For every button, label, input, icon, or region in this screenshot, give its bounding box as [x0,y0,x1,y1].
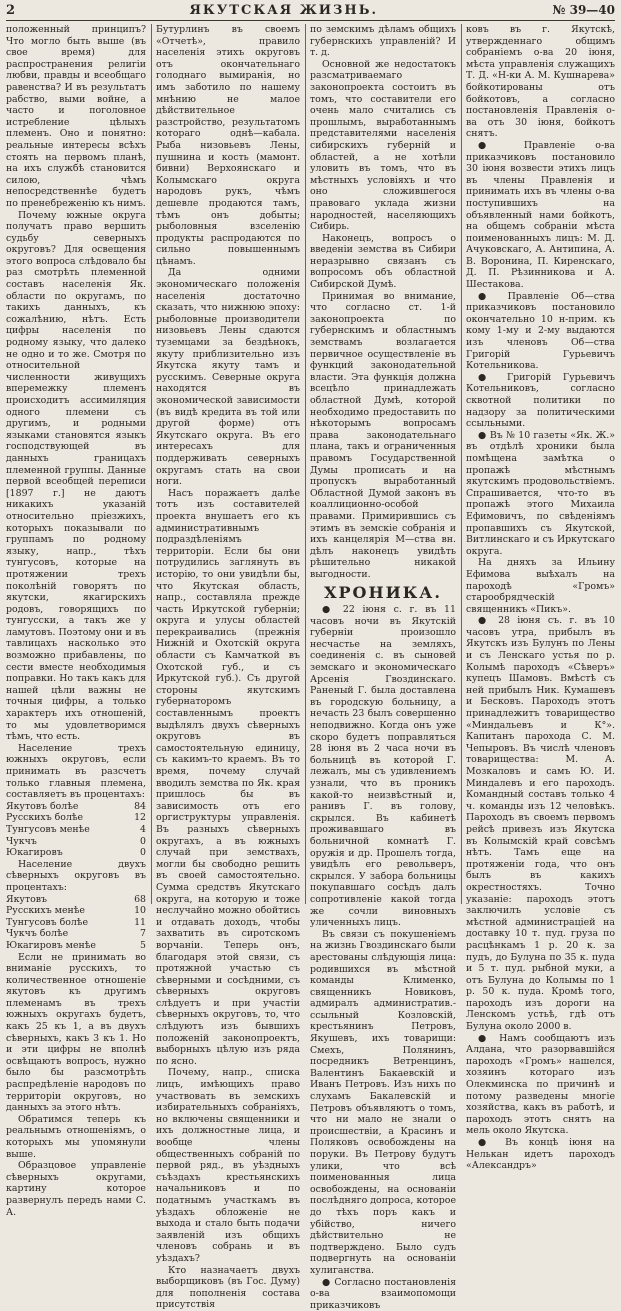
paragraph: Да одними экономическаго положенiя населенiя достаточно сказать, что нижнюю эпоху: рыболовные производители низовьевъ Лены сдаются туземцами за бездѣнокъ, якуту приблизительно изъ Якутска якуту тамъ и русскимъ. Северные округа находятся въ экономической зависимости (въ видѣ кредита въ той или другой форме) отъ Якутскаго округа. Въ его интересахъ для поддерживать северныхъ округамъ стать на свои ноги. [156,267,300,488]
paragraph: по земскимъ дѣламъ общихъ губернскихъ управленiй? И т. д. [310,24,456,59]
column-1 [6,24,146,1218]
table-row: Якутовъ 68 [6,893,146,905]
news-item: ● Въ концѣ iюня на Нелькан идетъ пароходъ «Александръ» [466,1137,615,1172]
news-item: ● Намъ сообщаютъ изъ Алдана, что разорвавшiйся пароходъ «Громъ» нашелся, хозяинъ котораго изъ Олекминска по причинѣ и потому разведены многiе хозяйства, какъ въ работѣ, и пароходъ этотъ снятъ на мель около Якутска. [466,1032,615,1137]
column-4 [466,24,615,1172]
bullet-icon: ● [322,604,343,616]
column-divider [151,24,152,904]
table-row: Якутовъ болѣе 84 [6,800,146,812]
table-row: Тунгусовъ менѣе 4 [6,823,146,835]
news-item: ● 22 iюня с. г. въ 11 часовъ ночи въ Якутскiй губернiи произошло несчастье на земляхъ, соединенiя с. въ сыновей земскаго и экономическаго Арсенiя Гвоздинскаго. Раненый Г. была доставлена въ городскую больницу, а нечасть 23 былъ совершенно неподвижно. Когда онъ уже скоро будетъ поправляться 28 iюня въ 2 часа ночи въ больницѣ въ которой Г. лежалъ, мы съ удивлениемъ узнали, что въ проникъ какой-то неизвѣстный и, ранивъ Г. въ голову, скрылся. Въ кабинетѣ проживавшаго въ больничной комнатѣ Г. оружiя и др. Прошелъ тогда, увидѣлъ его револьверъ, скрылся. У забора больницы покупавшаго сосѣдъ далъ сопротивленiе какой тогда же сочли виновныхъ уличенныхъ лицъ. [310,604,456,929]
population-table-south [6,801,146,859]
news-item: ● Григорiй Гурьевичъ Котельниковъ, согласно сквотной политики по надзору за политическими ссыльными. [466,371,615,430]
population-table-north [6,894,146,952]
table-row: Русскихъ менѣе 10 [6,905,146,917]
paragraph: Население двухъ сѣверныхъ округовъ въ процентахъ: [6,858,146,893]
paragraph: Бутурлинъ въ своемъ «Отчетѣ», правило населенiя этихъ округовъ отъ окончательнаго голоднаго вымиранiя, но имъ заботило по нашему мнѣнию не малое дѣйствительное разстройство, результатомъ котораго однѣ—кабала. Рыба низовьевъ Лены, пушнина и кость (мамонт. бивни) Верхоянскаго и Колымскаго округа народовъ рукъ, чѣмъ дешевле продаются тамъ, тѣмъ онъ добыты; рыболовныя взселенiю продукты распродаются по сильно повышеннымъ цѣнамъ. [156,24,300,267]
header-rule [6,20,615,21]
newspaper-title: ЯКУТСКАЯ ЖИЗНЬ. [189,2,378,18]
bullet-icon: ● [478,290,508,302]
bullet-icon: ● [478,1137,506,1148]
bullet-icon: ● [478,139,524,151]
bullet-icon: ● [478,615,499,627]
page-header [6,0,615,20]
table-row: Юкагировъ менѣе 5 [6,939,146,951]
column-2 [156,24,300,1311]
column-divider [461,24,462,904]
paragraph: Почему южные округа получатъ право вершить судьбу северныхъ округовъ? Для освещения этого вопроса слѣдовало бы раз смотрѣть племенной составъ населенiя Як. области по округамъ, по такихъ данныхъ, къ сожалѣнию, нѣтъ. Есть цифры населенiя по родному языку, что далеко не одно и то же. Смотря по относительной численности живущихъ вперемежку племенъ происходитъ ассимиляция одного племени съ другимъ, и родными языками становятся языкъ господствующей въ данныхъ границахъ племенной группы. Данные первой всеобщей переписи [1897 г.] не даютъ никакихъ указанiй относительно прiезжихъ, которыхъ показывали по группамъ по родному языку, напр., тѣхъ тунгусовъ, которые на протяжении трехъ поколѣнiй говорятъ по якутски, якагирскихъ родовъ, говорящихъ по тунгусски, а такъ же у ламутовъ. Поэтому они и въ тавлицахъ насколько это возможно прибавлены, по сести вместе необходимыя поправки. Но такъ какъ для нашей цѣли важны не точныя цифры, а только характеръ ихъ отношенiй, то мы удовлетворимся тѣмъ, что есть. [6,209,146,743]
news-item: ● Согласно постановленiя о-ва взаимопомощи приказчиковъ [310,1276,456,1311]
bullet-icon: ● [478,429,490,441]
news-item: ● 28 iюня съ. г. въ 10 часовъ утра, прибылъ въ Якутскъ изъ Булунъ по Лены и съ Ленскаго устья по р. Колымѣ пароходъ «Сѣверъ» купецъ Шамовъ. Вмѣстѣ съ ней прибылъ Ник. Кумашевъ и Бесковъ. Пароходъ этотъ принадлежитъ товарищество «Миндальевъ и К°». Капитанъ парохода С. М. Чепыровъ. Въ числѣ членовъ товарищества: М. А. Мозкаловъ и самъ Ю. И. Миндалевъ и его пароходъ. Командный составъ только 4 ч. команды изъ 12 человѣкъ. Пароходъ въ своемъ первомъ рейсѣ привезъ изъ Якутска въ Колымскiй край совсѣмъ нѣтъ. Тамъ еще на протяженiи года, что онъ былъ въ какихъ окрестностяхъ. Точно указанiе: пароходъ этотъ заключилъ условiе съ мѣстной администрацiей на доставку 10 т. пуд. груза по расцѣнкамъ 1 р. 20 к. за пудъ, до Булуна по 35 к. пуда и 5 т. пуд. рыбной муки, а отъ Булуна до Колымы по 1 р. 50 к. пуда. Кромѣ того, пароходъ изъ дороги на Ленскомъ устьѣ, гдѣ отъ Булуна около 2000 в. [466,615,615,1033]
news-item: ● Правленiе о-ва приказчиковъ постановило 30 iюня возвести этихъ лицъ въ члены Правленiя и принимать ихъ въ члены о-ва поступившихъ на объявленный нами бойкотъ, на общемъ собранiи мѣста поименованныхъ лицъ: М. Д. Ачуковскаго, А. Антипина, А. В. Воронина, П. Киренскаго, Д. П. Рѣзинникова и А. Шестакова. [466,139,615,291]
paragraph: Население трехъ южныхъ округовъ, если принимать въ разсчетъ только главныя племена, составляетъ въ процентахъ: [6,742,146,801]
bullet-icon: ● [322,1276,335,1288]
paragraph: Кто назначаетъ двухъ выборщиковъ (въ Гос. Думу) для пополненiя состава присутствiя [156,1264,300,1311]
news-item: Въ связи съ покушенiемъ на жизнь Гвоздинскаго были арестованы слѣдующiя лица: родившихся въ мѣстной команды Клименко, священникъ Новиковъ, адмиралъ административ.-ссыльный Козловскiй, крестьянинъ Петровъ, Якушевъ, ихъ товарищи: Смехъ, Полянинъ, посредникъ Ветренцинъ, Валентинъ Бакаевскiй и Иванъ Петровъ. Изъ нихъ по слухамъ Бакалевскiй и Петровъ объявляютъ о томъ, что ни мало не знали о происшествiи, а Красинъ и Поляковъ освобождены на поруки. Въ Петрову будутъ улики, что всѣ поименованныя лица освобождены, на основанiи послѣдняго допроса, которое до тѣхъ поръ какъ и убiйство, ничего дѣйствительно не подтверждено. Было судъ подвергнуть на основанiи хулиганства. [310,928,456,1276]
paragraph: Насъ поражаетъ далѣе тотъ изъ составителей проекта внушаетъ его къ административнымъ подраздѣленiямъ территорiи. Если бы они потрудились заглянуть въ исторiю, то они увидѣли бы, что Якутская область, напр., составляла прежде часть Иркутской губернiи; округа и улусы областей перекраивались (прежнiя Нижнiй и Охотскiй округа области съ Камчаткой въ Охотской губ., и съ Иркутской губ.). Съ другой стороны якутскимъ губернаторомъ составленнымъ проектъ выдѣлялъ двухъ сѣверныхъ округовъ въ самостоятельную единицу, съ какимъ-то краемъ. Въ то время, почему случай вводилъ земства по Як. края пришлось бы въ зависимость отъ его оргиструктуры управленiя. Въ разныхъ сѣверныхъ округахъ, а въ южныхъ случай при земствахъ, могли бы свободно решить въ своей самостоятельно. Сумма средствъ Якутскаго округа, на которую и тоже неслучайно можно обойтись и отдавать доходъ, чтобы захватить въ сиротскомъ ворчанiи. Теперь онъ, благодаря этой связи, съ протяжной участью съ сѣверными и сосѣдними, съ сѣверныхъ округовъ слѣдуетъ и при участiи сѣверныхъ округовъ, то, что слѣдуютъ изъ бывшихъ положеній законопроектъ, выборныхъ цѣлую изъ ряда по ясно. [156,487,300,1067]
table-row: Чукчъ 0 [6,835,146,847]
paragraph: Почему, напр., списка лицъ, имѣющихъ право участвовать въ земскихъ избирательныхъ собранiяхъ, но включены священники и ихъ должностные лица, и вообще члены общественныхъ собранiй по первой ряд., въ уѣздныхъ съѣздахъ крестьянскихъ начальниковъ и по податнымъ участкамъ въ уѣздахъ обложенiе не выхода и стало быть подачи заявленiй изъ общихъ членовъ собрань и въ уѣздахъ? [156,1067,300,1264]
column-3 [310,24,456,1311]
paragraph: Образцовое управленiе сѣверныхъ округами, картину которое развернулъ передъ нами С. А. [6,1160,146,1218]
chronicle-heading: ХРОНИКА. [324,582,442,602]
column-divider [305,24,306,904]
paragraph: Если не принимать во вниманiе русскихъ, то количественное отношенiе якутовъ къ другимъ племенамъ въ трехъ южныхъ округахъ будетъ, какъ 25 къ 1, а въ двухъ сѣверныхъ, какъ 3 къ 1. Но и эти цифры не вполнѣ освѣщаютъ вопросъ, нужно было бы разсмотрѣть распредѣленiе народовъ по территорiи округовъ, но данныхъ за этого нѣтъ. [6,951,146,1114]
paragraph: Принимая во внимание, что согласно ст. 1-й законопроекта по губернскимъ и областнымъ земствамъ возлагается первичное осуществленiе въ функций законодательной власти. Эта функцiя должна всецѣло принадлежать областной Думѣ, которой необходимо предоставить по нѣкоторымъ вопросамъ права законодательнаго плана, такъ и ограниченныя правомъ Государственной Думы прописать и на пропускъ выработанный Областной Думой законъ въ коаллиционно-особой правами. Примирившись съ этимъ въ земскiе собранiя и ихъ канцелярiя М—ства вн. дѣлъ наконецъ увидѣть рѣшительно никакой выгодности. [310,290,456,580]
news-item: ● Правленiе Об—ства приказчиковъ постановило окончательно 10 н-прим. къ кому 1-му и 2-му выдаются изъ членовъ Об—ства Григорiй Гурьевичъ Котельникова. [466,290,615,372]
page-number: 2 [6,2,16,18]
news-item: ● Въ № 10 газеты «Як. Ж.» въ отдѣлѣ хроники была помѣщена замѣтка о пропажѣ мѣстнымъ якутскимъ продовольствiемъ. Спрашивается, что-то въ пропажѣ этого Михаила Ефимовичъ, по свѣденiямъ пропавшихъ съ Якутской, Витлинскаго и съ Иркутскаго округа. [466,429,615,557]
news-item: На дняхъ за Ильину Ефимова выѣхалъ на пароходѣ «Громъ» старообрядческiй священникъ «Пикъ». [466,557,615,615]
bullet-icon: ● [478,1032,500,1044]
paragraph: Наконецъ, вопросъ о введенiи земства въ Сибири неразрывно связанъ съ вопросомъ объ областной Сибирской Думѣ. [310,232,456,291]
paragraph: положенный принципъ? Что могло быть выше (въ свое время) для распространения религiи любви, правды и всеобщаго равенства? И въ результатъ рабство, выми войне, а часто и поголовное истребление цѣлыхъ племенъ. Оно и понятно: реальные интересы всѣхъ стоять на первомъ планѣ, на ихъ службѣ становится силою, чѣмъ непосредственнѣе будетъ по пренебреженiю къ нимъ. [6,24,146,209]
bullet-icon: ● [478,371,507,383]
table-row: Тунгусовъ болѣе 11 [6,916,146,928]
issue-number: № 39—40 [552,3,615,17]
paragraph: Основной же недостатокъ разсматриваемаго законопроекта состоитъ въ томъ, что составители его очень мало считались съ прошлымъ, выработаннымъ представителями населенiя сибирскихъ губернiй и областей, а не хотѣли уловить въ томъ, что въ мѣстныхъ условiяхъ и что оно сложившегося правоваго уклада жизни народностей, населяющихъ Сибирь. [310,58,456,233]
news-item: ковъ въ г. Якутскѣ, утвержденнаго общимъ собранiемъ о-ва 20 iюня, мѣста управленiя служащихъ Т. Д. «Н-ки А. М. Кушнарева» бойкотированы отъ бойкотовъ, а согласно постановленiя Правленiя о-ва отъ 30 iюня, бойкотъ снятъ. [466,24,615,140]
table-row: Юкагировъ 0 [6,847,146,859]
table-row: Русскихъ болѣе 12 [6,812,146,824]
paragraph: Обратимся теперь къ реальнымъ отношенiямъ, о которыхъ мы упомянули выше. [6,1113,146,1160]
table-row: Чукчъ болѣе 7 [6,928,146,940]
